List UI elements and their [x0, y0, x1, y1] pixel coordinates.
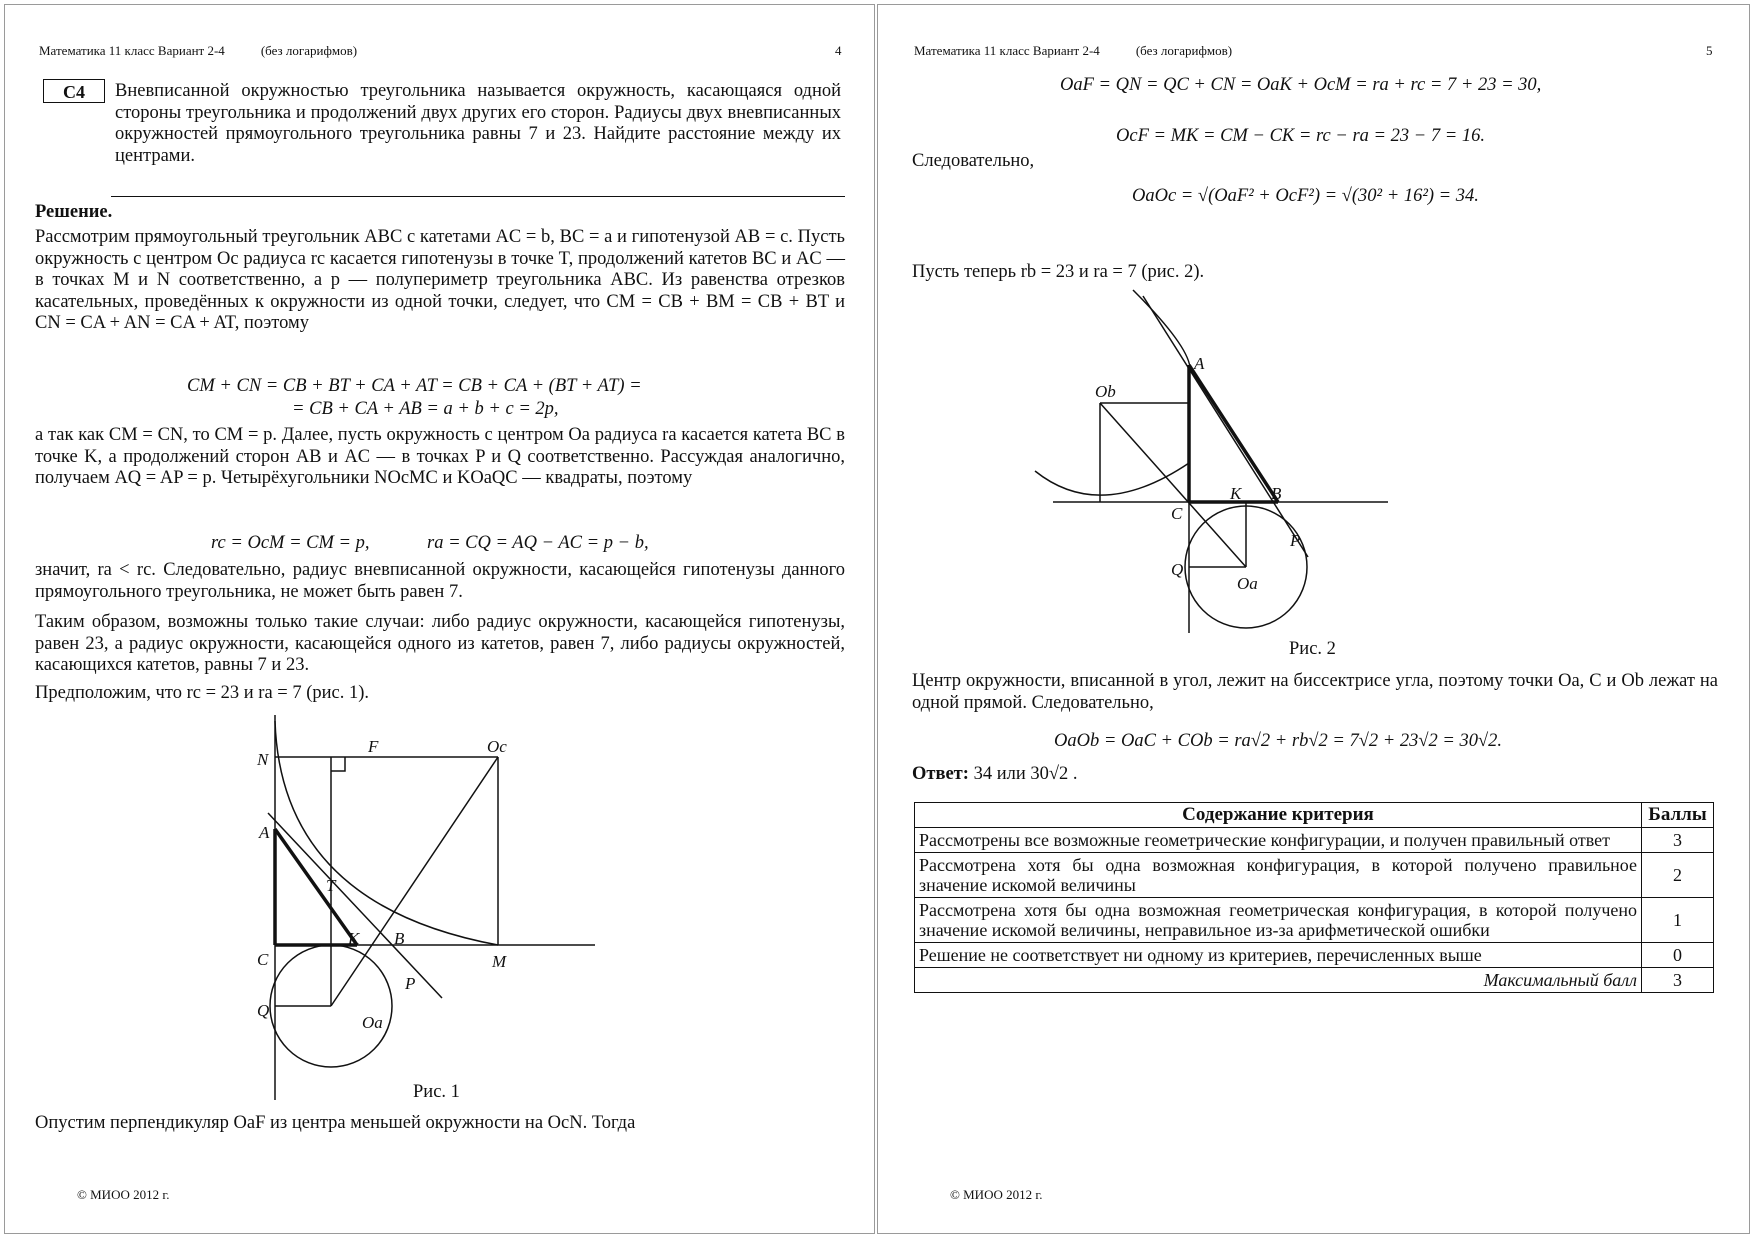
- fig1-hypotenuse-ab: [275, 829, 357, 945]
- formula-d: OaOb = OaC + COb = ra√2 + rb√2 = 7√2 + 23√2 = 30√2.: [1054, 731, 1503, 751]
- solution-paragraph-4: Таким образом, возможны только такие случаи: либо радиус окружности, касающейся гипотенузы, равен 23, а радиус окружности, касающейся одного из катетов, равен 7, либо радиусы окружностей, касающихся катетов, равны 7 и 23.: [35, 612, 845, 675]
- fig1-label-a: A: [259, 823, 270, 842]
- fig2-label-ob: Ob: [1095, 382, 1116, 401]
- fig2-label-p: P: [1290, 531, 1301, 550]
- criteria-header-score: Баллы: [1642, 803, 1714, 828]
- fig1-label-q: Q: [257, 1001, 270, 1020]
- figure-2: [878, 5, 1750, 1234]
- fig2-label-q: Q: [1171, 560, 1184, 579]
- table-row: [915, 898, 1714, 943]
- answer-line: [912, 764, 1078, 786]
- fig1-label-c: C: [257, 950, 269, 969]
- fig2-big-circle-upper-arc: [1133, 290, 1190, 375]
- fig1-big-circle-arc: [275, 721, 498, 945]
- fig2-big-circle-lower-arc: [1035, 463, 1189, 495]
- table-row: [915, 943, 1714, 968]
- criterion-score: 1: [1642, 898, 1714, 943]
- fig2-label-c: C: [1171, 504, 1183, 523]
- solution-paragraph-1: Рассмотрим прямоугольный треугольник ABC с катетами AC = b, BC = a и гипотенузой AB = c. Пусть окружность с центром Oc радиуса rc касается гипотенузы в точке T, продолжений катетов BC и AC — в точках M и N соответственно, а p — полупериметр треугольника ABC. Из равенства отрезков касательных, проведённых к окружности из одной точки, следует, что CM = CB + BM = CB + BT и CN = CA + AN = CA + AT, поэтому: [35, 227, 845, 333]
- header-note: (без логарифмов): [1135, 43, 1233, 58]
- fig1-label-oa: Oa: [362, 1013, 383, 1032]
- criterion-text: Рассмотрена хотя бы одна возможная конфигурация, в которой получено правильное значение искомой величины: [915, 853, 1642, 898]
- formula-c: OaOc = √(OaF² + OcF²) = √(30² + 16²) = 34.: [1132, 186, 1479, 206]
- formula-2b: ra = CQ = AQ − AC = p − b,: [427, 533, 649, 553]
- fig1-label-t: T: [326, 876, 336, 895]
- criterion-score: 2: [1642, 853, 1714, 898]
- formula-b: OcF = MK = CM − CK = rc − ra = 23 − 7 = 16.: [1116, 126, 1485, 146]
- criteria-header-content: Содержание критерия: [915, 803, 1642, 828]
- solution-paragraph-5: Предположим, что rc = 23 и ra = 7 (рис. 1).: [35, 683, 370, 703]
- criterion-text: Рассмотрены все возможные геометрические конфигурации, и получен правильный ответ: [915, 828, 1642, 853]
- max-score-value: 3: [1642, 968, 1714, 993]
- fig2-label-oa: Oa: [1237, 574, 1258, 593]
- fig1-label-f: F: [368, 737, 379, 756]
- fig1-label-m: M: [492, 952, 507, 971]
- page-footer: © МИОО 2012 г.: [950, 1187, 1043, 1202]
- criterion-score: 3: [1642, 828, 1714, 853]
- fig2-label-k: K: [1230, 484, 1242, 503]
- table-row: [915, 828, 1714, 853]
- case-2-text: Пусть теперь rb = 23 и ra = 7 (рис. 2).: [912, 262, 1205, 282]
- fig1-label-oc: Oc: [487, 737, 507, 756]
- fig2-label-b: B: [1271, 484, 1282, 503]
- formula-2a: rc = OcM = CM = p,: [211, 533, 370, 553]
- fig2-bisector: [1100, 403, 1246, 567]
- answer-text: 34 или 30√2 .: [973, 764, 1078, 784]
- solution-paragraph-3: значит, ra < rc. Следовательно, радиус вневписанной окружности, касающейся гипотенузы данного прямоугольного треугольника, не может быть равен 7.: [35, 560, 845, 602]
- center-paragraph: Центр окружности, вписанной в угол, лежит на биссектрисе угла, поэтому точки Oa, C и Ob лежат на одной прямой. Следовательно,: [912, 671, 1718, 713]
- fig1-right-angle-mark: [331, 757, 345, 771]
- right-page: [877, 4, 1750, 1234]
- page-number: 4: [835, 43, 842, 58]
- formula-1-line-2: = CB + CA + AB = a + b + c = 2p,: [292, 399, 559, 419]
- criterion-text: Решение не соответствует ни одному из критериев, перечисленных выше: [915, 943, 1642, 968]
- figure-2-caption: Рис. 2: [1289, 639, 1336, 659]
- problem-number: C4: [43, 79, 105, 103]
- solution-heading: Решение.: [35, 202, 113, 222]
- max-score-label: Максимальный балл: [915, 968, 1642, 993]
- fig2-label-a: A: [1194, 354, 1205, 373]
- figure-1: [5, 5, 875, 1234]
- fig2-hypotenuse-line: [1143, 296, 1308, 557]
- header-subject: Математика 11 класс Вариант 2-4: [39, 43, 225, 58]
- header-subject: Математика 11 класс Вариант 2-4: [914, 43, 1100, 58]
- page-number: 5: [1706, 43, 1713, 58]
- left-page: [4, 4, 875, 1234]
- fig1-label-n: N: [257, 750, 269, 769]
- solution-paragraph-6: Опустим перпендикуляр OaF из центра меньшей окружности на OcN. Тогда: [35, 1113, 636, 1133]
- formula-1-line-1: CM + CN = CB + BT + CA + AT = CB + CA + (BT + AT) =: [187, 376, 642, 396]
- header-note: (без логарифмов): [260, 43, 358, 58]
- solution-paragraph-2: а так как CM = CN, то CM = p. Далее, пусть окружность с центром Oa радиуса ra касается катета BC в точке K, а продолжений сторон AB и AC — в точках P и Q соответственно. Рассуждая аналогично, получаем AQ = AP = p. Четырёхугольники NOcMC и KOaQC — квадраты, поэтому: [35, 425, 845, 488]
- therefore-text: Следовательно,: [912, 151, 1035, 171]
- criterion-score: 0: [1642, 943, 1714, 968]
- page-footer: © МИОО 2012 г.: [77, 1187, 170, 1202]
- answer-label: Ответ:: [912, 764, 969, 784]
- criteria-header-row: [915, 803, 1714, 828]
- fig1-label-k: K: [348, 929, 360, 948]
- fig1-label-p: P: [405, 974, 416, 993]
- formula-a: OaF = QN = QC + CN = OaK + OcM = ra + rc = 7 + 23 = 30,: [1060, 75, 1542, 95]
- criterion-text: Рассмотрена хотя бы одна возможная геометрическая конфигурация, в которой получено значение искомой величины, неправильное из-за арифметической ошибки: [915, 898, 1642, 943]
- problem-statement: Вневписанной окружностью треугольника называется окружность, касающаяся одной стороны треугольника и продолжений двух других его сторон. Радиусы двух вневписанных окружностей прямоугольного треугольника равны 7 и 23. Найдите расстояние между их центрами.: [115, 81, 841, 166]
- figure-1-caption: Рис. 1: [413, 1082, 460, 1102]
- fig2-hypotenuse-ab: [1189, 365, 1278, 502]
- criteria-table: [914, 802, 1714, 993]
- max-score-row: [915, 968, 1714, 993]
- table-row: [915, 853, 1714, 898]
- fig1-label-b: B: [394, 929, 405, 948]
